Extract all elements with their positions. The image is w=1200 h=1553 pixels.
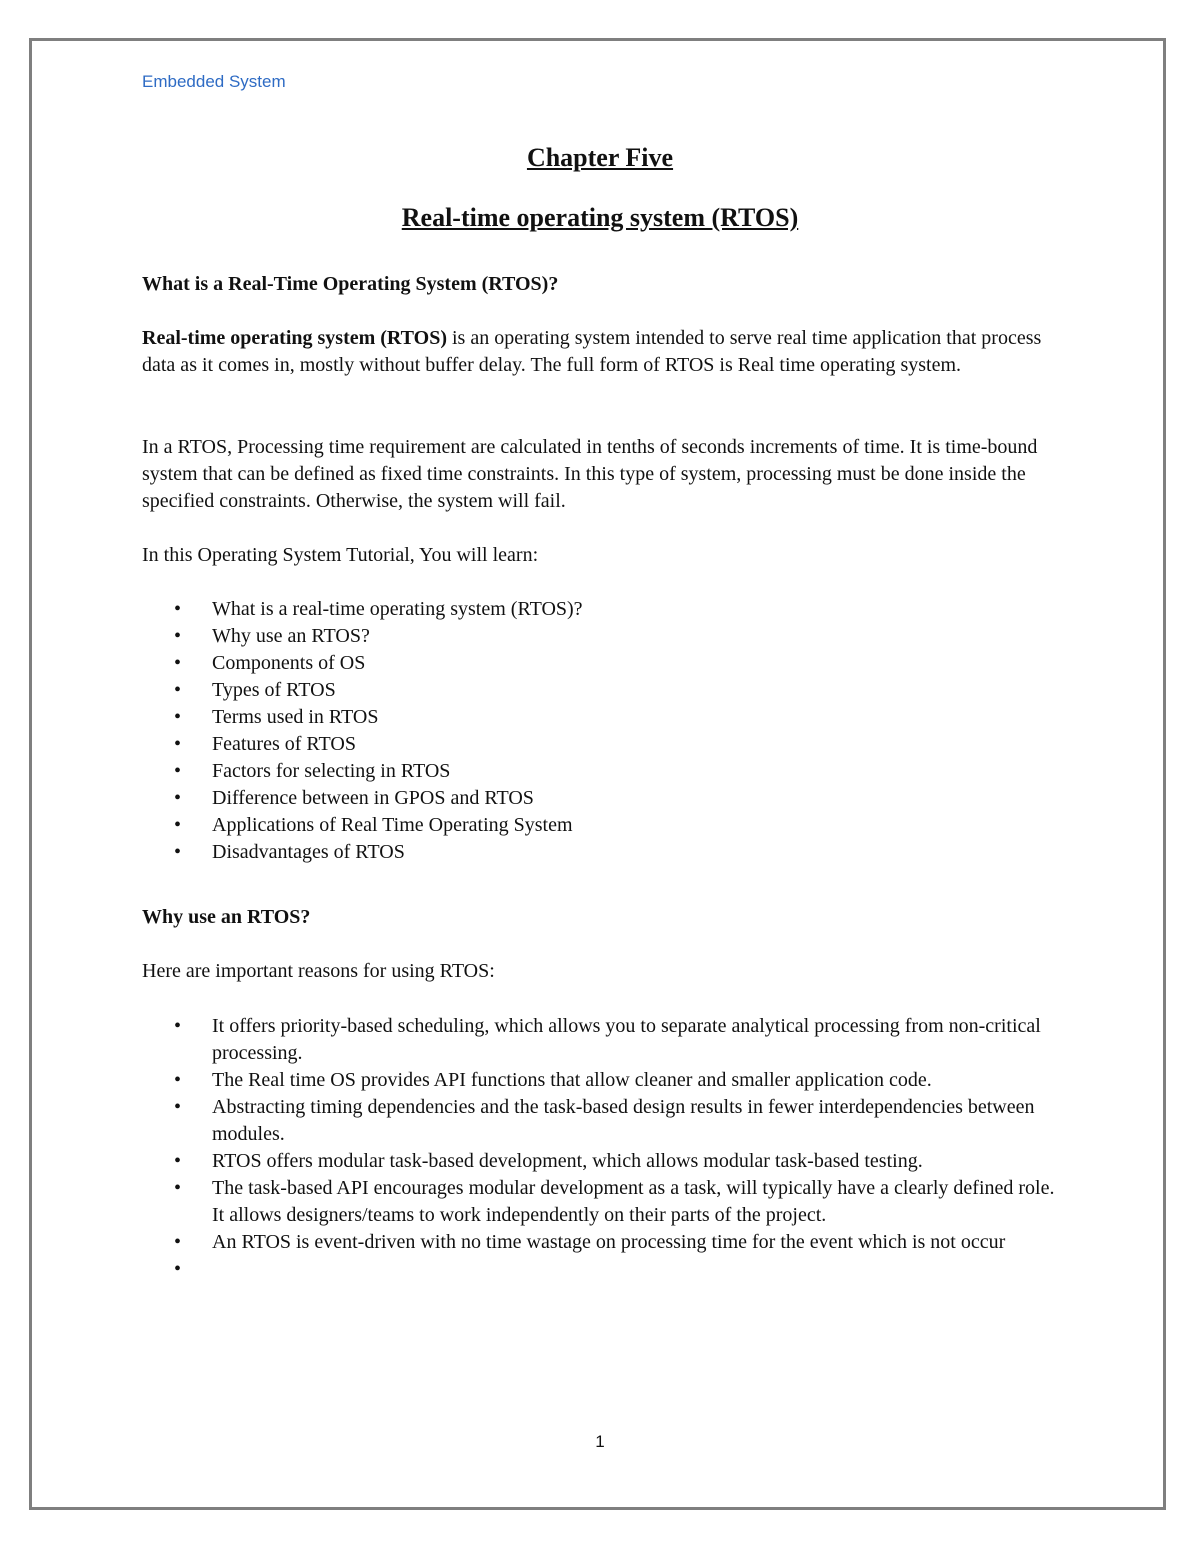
- list-item: • The Real time OS provides API functions that allow cleaner and smaller application code.: [142, 1067, 1062, 1094]
- definition-term: Real-time operating system (RTOS): [142, 327, 447, 349]
- list-item: • The task-based API encourages modular development as a task, will typically have a clearly defined role. It allows designers/teams to work independently on their parts of the project.: [142, 1175, 1062, 1229]
- reasons-list: [142, 1013, 1062, 1283]
- timing-paragraph: In a RTOS, Processing time requirement are calculated in tenths of seconds increments of time. It is time-bound system that can be defined as fixed time constraints. In this type of system, processing must be done inside the specified constraints. Otherwise, the system will fail.: [142, 436, 1038, 512]
- running-header: Embedded System: [142, 72, 286, 91]
- chapter-title: Chapter Five: [526, 143, 674, 172]
- list-item: • Abstracting timing dependencies and the task-based design results in fewer interdependencies between modules.: [142, 1094, 1062, 1148]
- page-number: 1: [595, 1432, 605, 1451]
- section-heading-why-use-rtos: Why use an RTOS?: [142, 906, 311, 928]
- section-heading-what-is-rtos: What is a Real-Time Operating System (RTOS)?: [142, 273, 559, 295]
- list-item: • It offers priority-based scheduling, which allows you to separate analytical processing from non-critical processing.: [142, 1013, 1062, 1067]
- reasons-intro-paragraph: Here are important reasons for using RTOS:: [142, 960, 495, 982]
- list-item: • Applications of Real Time Operating System: [142, 812, 1062, 839]
- tutorial-intro-paragraph: In this Operating System Tutorial, You will learn:: [142, 544, 539, 566]
- list-item: • Features of RTOS: [142, 731, 1062, 758]
- definition-paragraph: [142, 325, 1062, 379]
- list-item: • What is a real-time operating system (RTOS)?: [142, 596, 1062, 623]
- chapter-subtitle: Real-time operating system (RTOS): [401, 203, 799, 232]
- list-item: • Components of OS: [142, 650, 1062, 677]
- list-item: • Types of RTOS: [142, 677, 1062, 704]
- list-item: • Disadvantages of RTOS: [142, 839, 1062, 866]
- empty-list-item: [142, 1256, 1062, 1283]
- list-item: • Why use an RTOS?: [142, 623, 1062, 650]
- list-item: • Difference between in GPOS and RTOS: [142, 785, 1062, 812]
- list-item: • An RTOS is event-driven with no time wastage on processing time for the event which is not occur: [142, 1229, 1062, 1256]
- tutorial-topics-list: [142, 596, 1062, 866]
- definition-text: is an operating system intended to serve real time application that process data as it comes in, mostly without buffer delay. The full form of RTOS is Real time operating system.: [142, 327, 1042, 376]
- list-item: • Terms used in RTOS: [142, 704, 1062, 731]
- list-item: • Factors for selecting in RTOS: [142, 758, 1062, 785]
- list-item: • RTOS offers modular task-based development, which allows modular task-based testing.: [142, 1148, 1062, 1175]
